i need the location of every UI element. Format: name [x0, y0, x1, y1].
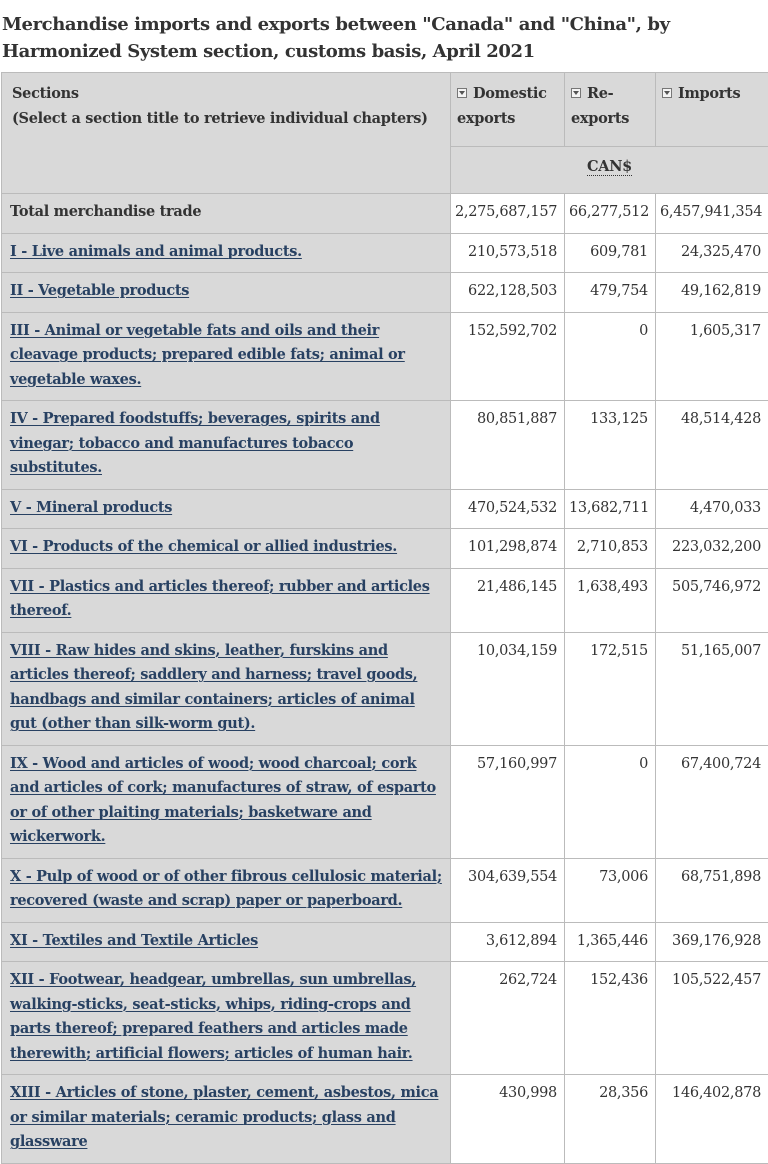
- currency-unit: CAN$: [587, 158, 632, 176]
- section-cell: [2, 568, 451, 632]
- re-exports-value: 479,754: [565, 273, 656, 313]
- section-link[interactable]: IV - Prepared foodstuffs; beverages, spirits and vinegar; tobacco and manufactures tobacco substitutes.: [10, 410, 380, 476]
- re-exports-value: 0: [565, 312, 656, 401]
- domestic-exports-value: 21,486,145: [451, 568, 565, 632]
- imports-value: 67,400,724: [656, 745, 768, 858]
- domestic-exports-value: 57,160,997: [451, 745, 565, 858]
- section-cell: [2, 489, 451, 529]
- section-link[interactable]: VIII - Raw hides and skins, leather, furskins and articles thereof; saddlery and harness; travel goods, handbags and similar containers; articles of animal gut (other than silk-worm gut).: [10, 642, 417, 733]
- domestic-exports-value: 80,851,887: [451, 401, 565, 490]
- section-link[interactable]: X - Pulp of wood or of other fibrous cellulosic material; recovered (waste and scrap) paper or paperboard.: [10, 868, 442, 910]
- domestic-exports-value: 152,592,702: [451, 312, 565, 401]
- table-row: [2, 858, 768, 922]
- imports-value: 4,470,033: [656, 489, 768, 529]
- table-row: [2, 962, 768, 1075]
- sections-header-title: Sections: [12, 82, 442, 107]
- sections-header: [2, 73, 451, 194]
- table-body: [2, 194, 768, 1164]
- imports-value: 146,402,878: [656, 1075, 768, 1164]
- table-row: [2, 312, 768, 401]
- section-link[interactable]: IX - Wood and articles of wood; wood charcoal; cork and articles of cork; manufactures of straw, of esparto or of other plaiting materials; basketware and wickerwork.: [10, 755, 436, 846]
- currency-unit-header: [451, 147, 768, 194]
- re-exports-label: Re-exports: [571, 85, 629, 127]
- imports-value: 49,162,819: [656, 273, 768, 313]
- re-exports-value: 609,781: [565, 233, 656, 273]
- section-cell: [2, 233, 451, 273]
- sections-header-hint: (Select a section title to retrieve individual chapters): [12, 107, 442, 132]
- table-row: [2, 632, 768, 745]
- imports-value: 68,751,898: [656, 858, 768, 922]
- table-row: [2, 529, 768, 569]
- section-link[interactable]: XII - Footwear, headgear, umbrellas, sun umbrellas, walking-sticks, seat-sticks, whips, riding-crops and parts thereof; prepared feathers and articles made therewith; artificial flowers; articles of human hair.: [10, 971, 416, 1062]
- re-exports-value: 28,356: [565, 1075, 656, 1164]
- section-label: Total merchandise trade: [10, 203, 201, 220]
- table-row: [2, 922, 768, 962]
- re-exports-value: 2,710,853: [565, 529, 656, 569]
- re-exports-value: 133,125: [565, 401, 656, 490]
- section-cell: [2, 401, 451, 490]
- domestic-exports-value: 3,612,894: [451, 922, 565, 962]
- imports-value: 105,522,457: [656, 962, 768, 1075]
- imports-value: 369,176,928: [656, 922, 768, 962]
- section-link[interactable]: XIII - Articles of stone, plaster, cement, asbestos, mica or similar materials; ceramic products; glass and glassware: [10, 1084, 438, 1150]
- re-exports-value: 152,436: [565, 962, 656, 1075]
- section-cell: [2, 194, 451, 234]
- domestic-exports-value: 101,298,874: [451, 529, 565, 569]
- sort-icon[interactable]: [662, 88, 672, 98]
- domestic-exports-value: 470,524,532: [451, 489, 565, 529]
- section-link[interactable]: VI - Products of the chemical or allied industries.: [10, 538, 397, 555]
- section-cell: [2, 858, 451, 922]
- section-cell: [2, 529, 451, 569]
- page-title: Merchandise imports and exports between "Canada" and "China", by Harmonized System section, customs basis, April 2021: [2, 11, 762, 65]
- sort-icon[interactable]: [457, 88, 467, 98]
- section-cell: [2, 312, 451, 401]
- domestic-exports-value: 430,998: [451, 1075, 565, 1164]
- imports-value: 223,032,200: [656, 529, 768, 569]
- trade-table: [1, 72, 768, 1164]
- domestic-exports-value: 2,275,687,157: [451, 194, 565, 234]
- table-row: [2, 745, 768, 858]
- table-row: [2, 194, 768, 234]
- section-cell: [2, 922, 451, 962]
- section-cell: [2, 962, 451, 1075]
- re-exports-value: 1,365,446: [565, 922, 656, 962]
- imports-value: 1,605,317: [656, 312, 768, 401]
- section-link[interactable]: XI - Textiles and Textile Articles: [10, 932, 258, 949]
- imports-value: 48,514,428: [656, 401, 768, 490]
- imports-value: 51,165,007: [656, 632, 768, 745]
- section-cell: [2, 1075, 451, 1164]
- re-exports-value: 1,638,493: [565, 568, 656, 632]
- domestic-exports-value: 622,128,503: [451, 273, 565, 313]
- section-cell: [2, 745, 451, 858]
- re-exports-header[interactable]: [565, 73, 656, 147]
- domestic-exports-value: 210,573,518: [451, 233, 565, 273]
- section-link[interactable]: VII - Plastics and articles thereof; rubber and articles thereof.: [10, 578, 430, 620]
- imports-label: Imports: [678, 85, 740, 102]
- re-exports-value: 13,682,711: [565, 489, 656, 529]
- domestic-exports-label: Domestic exports: [457, 85, 547, 127]
- table-row: [2, 1075, 768, 1164]
- table-row: [2, 489, 768, 529]
- re-exports-value: 73,006: [565, 858, 656, 922]
- domestic-exports-value: 304,639,554: [451, 858, 565, 922]
- section-link[interactable]: V - Mineral products: [10, 499, 172, 516]
- imports-value: 6,457,941,354: [656, 194, 768, 234]
- section-link[interactable]: I - Live animals and animal products.: [10, 243, 302, 260]
- table-row: [2, 568, 768, 632]
- re-exports-value: 0: [565, 745, 656, 858]
- sort-icon[interactable]: [571, 88, 581, 98]
- domestic-exports-header[interactable]: [451, 73, 565, 147]
- imports-value: 24,325,470: [656, 233, 768, 273]
- domestic-exports-value: 10,034,159: [451, 632, 565, 745]
- imports-value: 505,746,972: [656, 568, 768, 632]
- section-cell: [2, 632, 451, 745]
- domestic-exports-value: 262,724: [451, 962, 565, 1075]
- table-row: [2, 401, 768, 490]
- imports-header[interactable]: [656, 73, 768, 147]
- section-link[interactable]: II - Vegetable products: [10, 282, 189, 299]
- section-link[interactable]: III - Animal or vegetable fats and oils and their cleavage products; prepared edible fats; animal or vegetable waxes.: [10, 322, 405, 388]
- re-exports-value: 66,277,512: [565, 194, 656, 234]
- re-exports-value: 172,515: [565, 632, 656, 745]
- section-cell: [2, 273, 451, 313]
- table-row: [2, 233, 768, 273]
- table-row: [2, 273, 768, 313]
